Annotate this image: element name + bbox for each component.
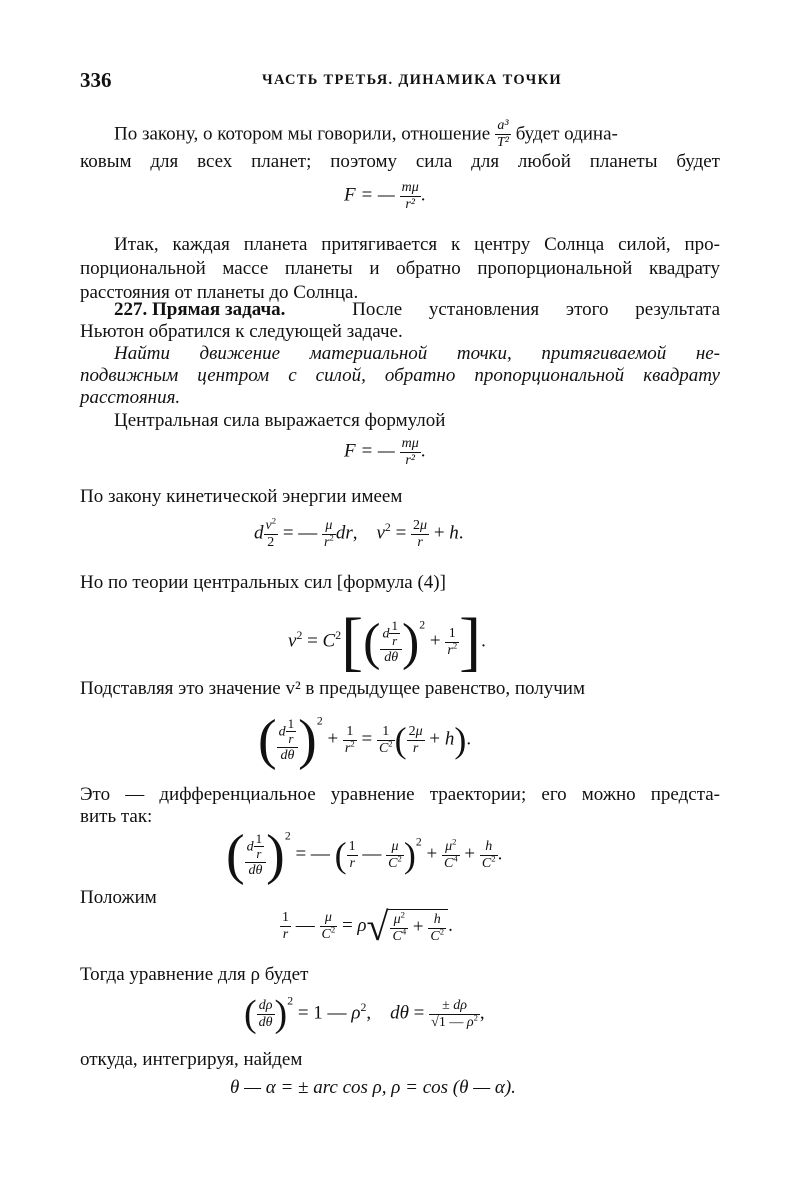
formula-text: F = —	[344, 440, 395, 462]
text-line: Тогда уравнение для ρ будет	[80, 964, 309, 985]
problem-line: подвижным центром с силой, обратно пропорциональной квадрату	[80, 365, 720, 386]
text-line: расстояния от планеты до Солнца.	[80, 282, 359, 303]
formula-final: θ — α = ± arc cos ρ, ρ = cos (θ — α).	[230, 1077, 516, 1098]
text-line: Центральная сила выражается формулой	[114, 410, 446, 431]
formula-force-1: F = — $\frac{m\mu}{\text{r²}}$ .	[344, 180, 426, 212]
formula-rho-definition: $\frac{1}{r}$ — $\frac{\mu}{C^2}$ = ρ√ $\frac{\mu^2}{C^4}$ + $\frac{h}{C^2}$ .	[282, 904, 453, 949]
problem-line: расстояния.	[80, 387, 181, 408]
text-fragment: будет одина-	[515, 123, 618, 145]
text-fragment: По закону, о котором мы говорили, отношение	[114, 123, 491, 145]
page-number: 336	[80, 68, 112, 92]
formula-numerator: mμ	[401, 436, 419, 451]
formula-denominator: r²	[400, 452, 421, 469]
formula-velocity-squared: $v^2 = C^2$[( d $\frac{1}{r}$ dθ )$^2$ + $\frac{1}{r^2}$ ].	[288, 605, 486, 678]
text-line: Но по теории центральных сил [формула (4)]	[80, 572, 446, 593]
formula-trajectory: ( d $\frac{1}{r}$ dθ )$^2$ = — ( $\frac{1}{r}$ — $\frac{\mu}{C^2}$ )$^2$ + $\frac{\mu^2}{C^4}$ + $\frac{h}{C^2}$ .	[226, 824, 503, 886]
section-number: 227.	[114, 299, 148, 320]
page-header	[80, 68, 720, 94]
formula-rho-equation: ( $\frac{d\rho}{d\theta}$ )$^2$ = 1 — $\rho^2$, dθ = $\frac{\pm d\rho}{√1 — \rho^2}$ ,	[244, 993, 485, 1035]
text-line: Положим	[80, 887, 157, 908]
formula-denominator: r²	[400, 196, 421, 213]
text-line	[114, 118, 720, 150]
ratio-numerator: a³	[497, 118, 509, 133]
text-fragment: После установления этого результата	[352, 299, 720, 320]
formula-text: F = —	[344, 184, 395, 206]
text-line: порциональной массе планеты и обратно пропорциональной квадрату	[80, 258, 720, 279]
text-line: вить так:	[80, 806, 153, 827]
formula-kinetic-energy: d $\frac{v^2}{2}$ = — $\frac{\mu}{r^2}$ dr, $v^2$ = $\frac{2\mu}{r}$ + h.	[254, 515, 464, 550]
formula-force-2: F = — $\frac{m\mu}{\text{r²}}$ .	[344, 436, 426, 468]
section-title: Прямая задача.	[152, 299, 286, 320]
text-line: По закону кинетической энергии имеем	[80, 486, 403, 507]
problem-line: Найти движение материальной точки, притягиваемой не-	[114, 343, 720, 364]
text-line: Ньютон обратился к следующей задаче.	[80, 321, 403, 342]
text-line: Это — дифференциальное уравнение траектории; его можно предста-	[80, 784, 720, 805]
text-line: Подставляя это значение v² в предыдущее равенство, получим	[80, 678, 585, 699]
formula-numerator: mμ	[401, 180, 419, 195]
formula-substituted: ( d $\frac{1}{r}$ dθ )$^2$ + $\frac{1}{r^2}$ = $\frac{1}{C^2}$ ( $\frac{2\mu}{r}$ + h).	[258, 709, 472, 771]
text-line: ковым для всех планет; поэтому сила для любой планеты будет	[80, 151, 720, 172]
text-line: Итак, каждая планета притягивается к центру Солнца силой, про-	[114, 234, 720, 255]
running-title: ЧАСТЬ ТРЕТЬЯ. ДИНАМИКА ТОЧКИ	[262, 72, 562, 88]
ratio-denominator: T²	[497, 134, 509, 150]
text-line: откуда, интегрируя, найдем	[80, 1049, 303, 1070]
formula-ratio	[495, 118, 516, 150]
